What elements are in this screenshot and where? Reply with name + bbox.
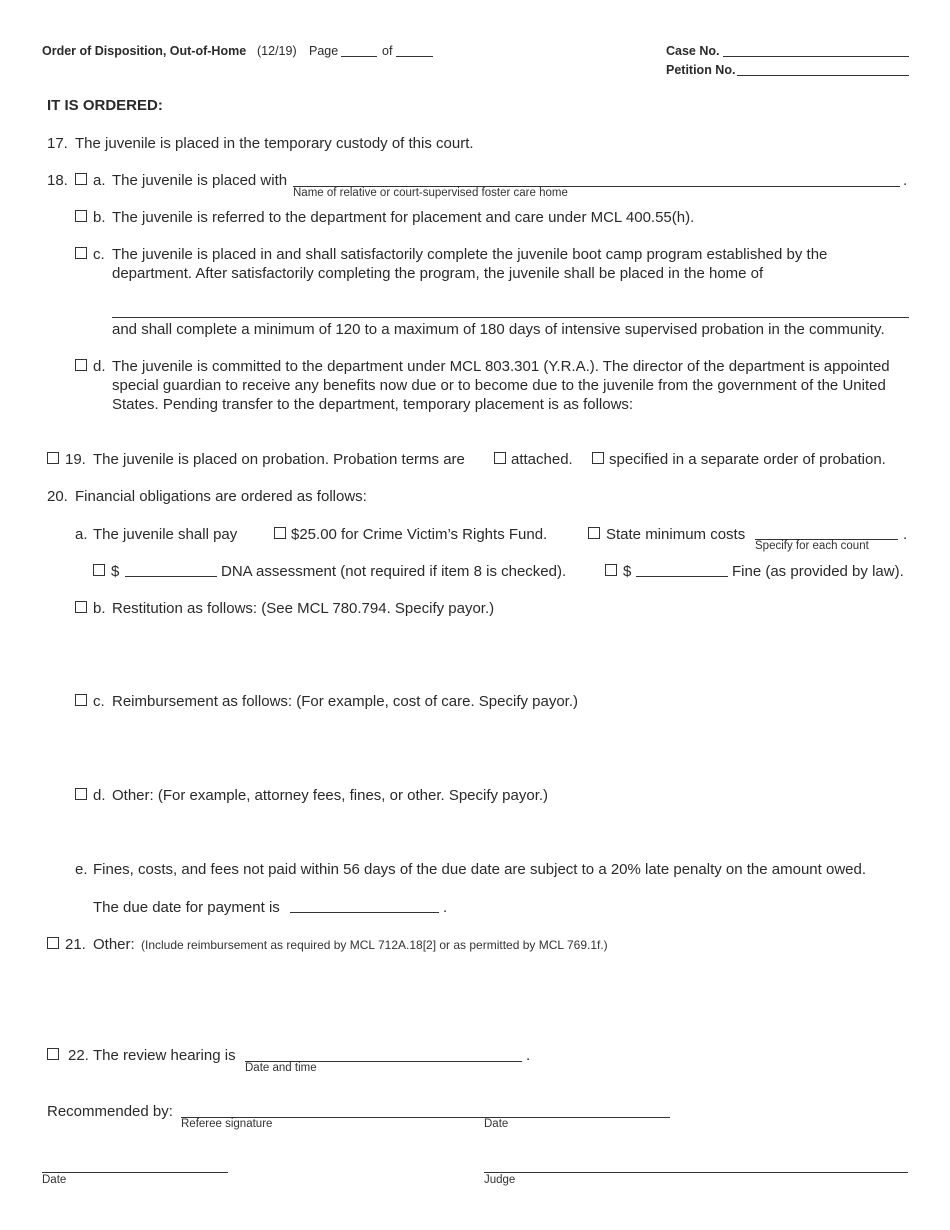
item-18c-checkbox[interactable]	[75, 247, 87, 259]
item-20c-checkbox[interactable]	[75, 694, 87, 706]
item-20a-text: The juvenile shall pay	[93, 526, 238, 543]
item-18b-letter: b.	[93, 209, 106, 226]
item-20-number: 20.	[47, 488, 68, 505]
case-no-label: Case No.	[666, 44, 720, 58]
item-19-attached-checkbox[interactable]	[494, 452, 506, 464]
dna-amount-field[interactable]	[125, 576, 217, 577]
item-18b-checkbox[interactable]	[75, 210, 87, 222]
item-19-text: The juvenile is placed on probation. Probation terms are	[93, 451, 465, 468]
page-total-field[interactable]	[396, 56, 433, 57]
fine-checkbox[interactable]	[605, 564, 617, 576]
state-minimum-costs-label: State minimum costs	[606, 526, 746, 543]
item-20a-letter: a.	[75, 526, 88, 543]
of-label: of	[382, 44, 393, 58]
item-21-label: Other:	[93, 936, 135, 953]
judge-date-caption: Date	[42, 1174, 67, 1186]
item-18c-text-line1: The juvenile is placed in and shall satisfactorily complete the juvenile boot camp program established by the	[112, 246, 828, 263]
item-20d-text: Other: (For example, attorney fees, fines, or other. Specify payor.)	[112, 787, 549, 804]
item-20b-checkbox[interactable]	[75, 601, 87, 613]
item-20-text: Financial obligations are ordered as follows:	[75, 488, 367, 505]
item-19-checkbox[interactable]	[47, 452, 59, 464]
item-20c-letter: c.	[93, 693, 105, 710]
fine-dollar-sign: $	[623, 563, 632, 580]
review-hearing-caption: Date and time	[245, 1062, 317, 1074]
due-date-period: .	[443, 899, 448, 916]
item-18-number: 18.	[47, 172, 68, 189]
item-18d-letter: d.	[93, 358, 106, 375]
page-number-field[interactable]	[341, 56, 377, 57]
item-18c-home-field[interactable]	[112, 317, 909, 318]
item-20d-checkbox[interactable]	[75, 788, 87, 800]
case-no-field[interactable]	[723, 56, 909, 57]
state-minimum-costs-checkbox[interactable]	[588, 527, 600, 539]
item-20b-text: Restitution as follows: (See MCL 780.794. Specify payor.)	[112, 600, 495, 617]
item-18a-letter: a.	[93, 172, 106, 189]
judge-signature-field[interactable]	[484, 1172, 908, 1173]
item-18c-letter: c.	[93, 246, 105, 263]
item-18c-text-line3: and shall complete a minimum of 120 to a maximum of 180 days of intensive supervised probation in the community.	[112, 321, 885, 338]
petition-no-label: Petition No.	[666, 63, 736, 77]
item-21-checkbox[interactable]	[47, 937, 59, 949]
item-17-number: 17.	[47, 135, 68, 152]
item-21-number: 21.	[65, 936, 86, 953]
item-21-note: (Include reimbursement as required by MCL 712A.18[2] or as permitted by MCL 769.1f.)	[141, 938, 608, 952]
item-18a-text: The juvenile is placed with	[112, 172, 288, 189]
state-minimum-costs-caption: Specify for each count	[755, 540, 869, 552]
item-20e-text: Fines, costs, and fees not paid within 56 days of the due date are subject to a 20% late penalty on the amount owed.	[93, 861, 866, 878]
item-22-text: The review hearing is	[93, 1047, 236, 1064]
item-19-number: 19.	[65, 451, 86, 468]
item-18d-text-line2: special guardian to receive any benefits now due or to become due to the juvenile from the government of the United	[112, 377, 886, 394]
item-17-text: The juvenile is placed in the temporary custody of this court.	[75, 135, 474, 152]
item-18c-text-line2: department. After satisfactorily completing the program, the juvenile shall be placed in the home of	[112, 265, 764, 282]
judge-date-field[interactable]	[42, 1172, 228, 1173]
item-19-separate-order-checkbox[interactable]	[592, 452, 604, 464]
judge-caption: Judge	[484, 1174, 516, 1186]
form-title: Order of Disposition, Out-of-Home	[42, 44, 247, 58]
ordered-heading: IT IS ORDERED:	[47, 97, 163, 114]
item-18d-text-line1: The juvenile is committed to the department under MCL 803.301 (Y.R.A.). The director of the department is appointed	[112, 358, 890, 375]
item-20e-letter: e.	[75, 861, 88, 878]
item-18d-text-line3: States. Pending transfer to the department, temporary placement is as follows:	[112, 396, 634, 413]
dna-assessment-checkbox[interactable]	[93, 564, 105, 576]
item-20d-letter: d.	[93, 787, 106, 804]
item-18b-text: The juvenile is referred to the department for placement and care under MCL 400.55(h).	[112, 209, 695, 226]
page-label: Page	[309, 44, 339, 58]
crime-victim-fund-label: $25.00 for Crime Victim’s Rights Fund.	[291, 526, 548, 543]
form-revision: (12/19)	[257, 44, 297, 58]
item-22-checkbox[interactable]	[47, 1048, 59, 1060]
referee-signature-caption: Referee signature	[181, 1118, 273, 1130]
dna-dollar-sign: $	[111, 563, 120, 580]
fine-amount-field[interactable]	[636, 576, 728, 577]
recommended-by-label: Recommended by:	[47, 1103, 173, 1120]
referee-date-caption: Date	[484, 1118, 509, 1130]
dna-assessment-label: DNA assessment (not required if item 8 is checked).	[221, 563, 567, 580]
review-hearing-period: .	[526, 1047, 531, 1064]
item-20c-text: Reimbursement as follows: (For example, cost of care. Specify payor.)	[112, 693, 579, 710]
item-22-number: 22.	[68, 1047, 89, 1064]
item-18d-checkbox[interactable]	[75, 359, 87, 371]
due-date-label: The due date for payment is	[93, 899, 280, 916]
item-19-attached-label: attached.	[511, 451, 573, 468]
item-18a-caption: Name of relative or court-supervised foster care home	[293, 187, 568, 199]
fine-label: Fine (as provided by law).	[732, 563, 904, 580]
item-18a-period: .	[903, 172, 908, 189]
due-date-field[interactable]	[290, 912, 439, 913]
item-19-separate-order-label: specified in a separate order of probation.	[609, 451, 886, 468]
crime-victim-fund-checkbox[interactable]	[274, 527, 286, 539]
state-minimum-costs-period: .	[903, 526, 908, 543]
item-20b-letter: b.	[93, 600, 106, 617]
item-18a-checkbox[interactable]	[75, 173, 87, 185]
petition-no-field[interactable]	[737, 75, 909, 76]
